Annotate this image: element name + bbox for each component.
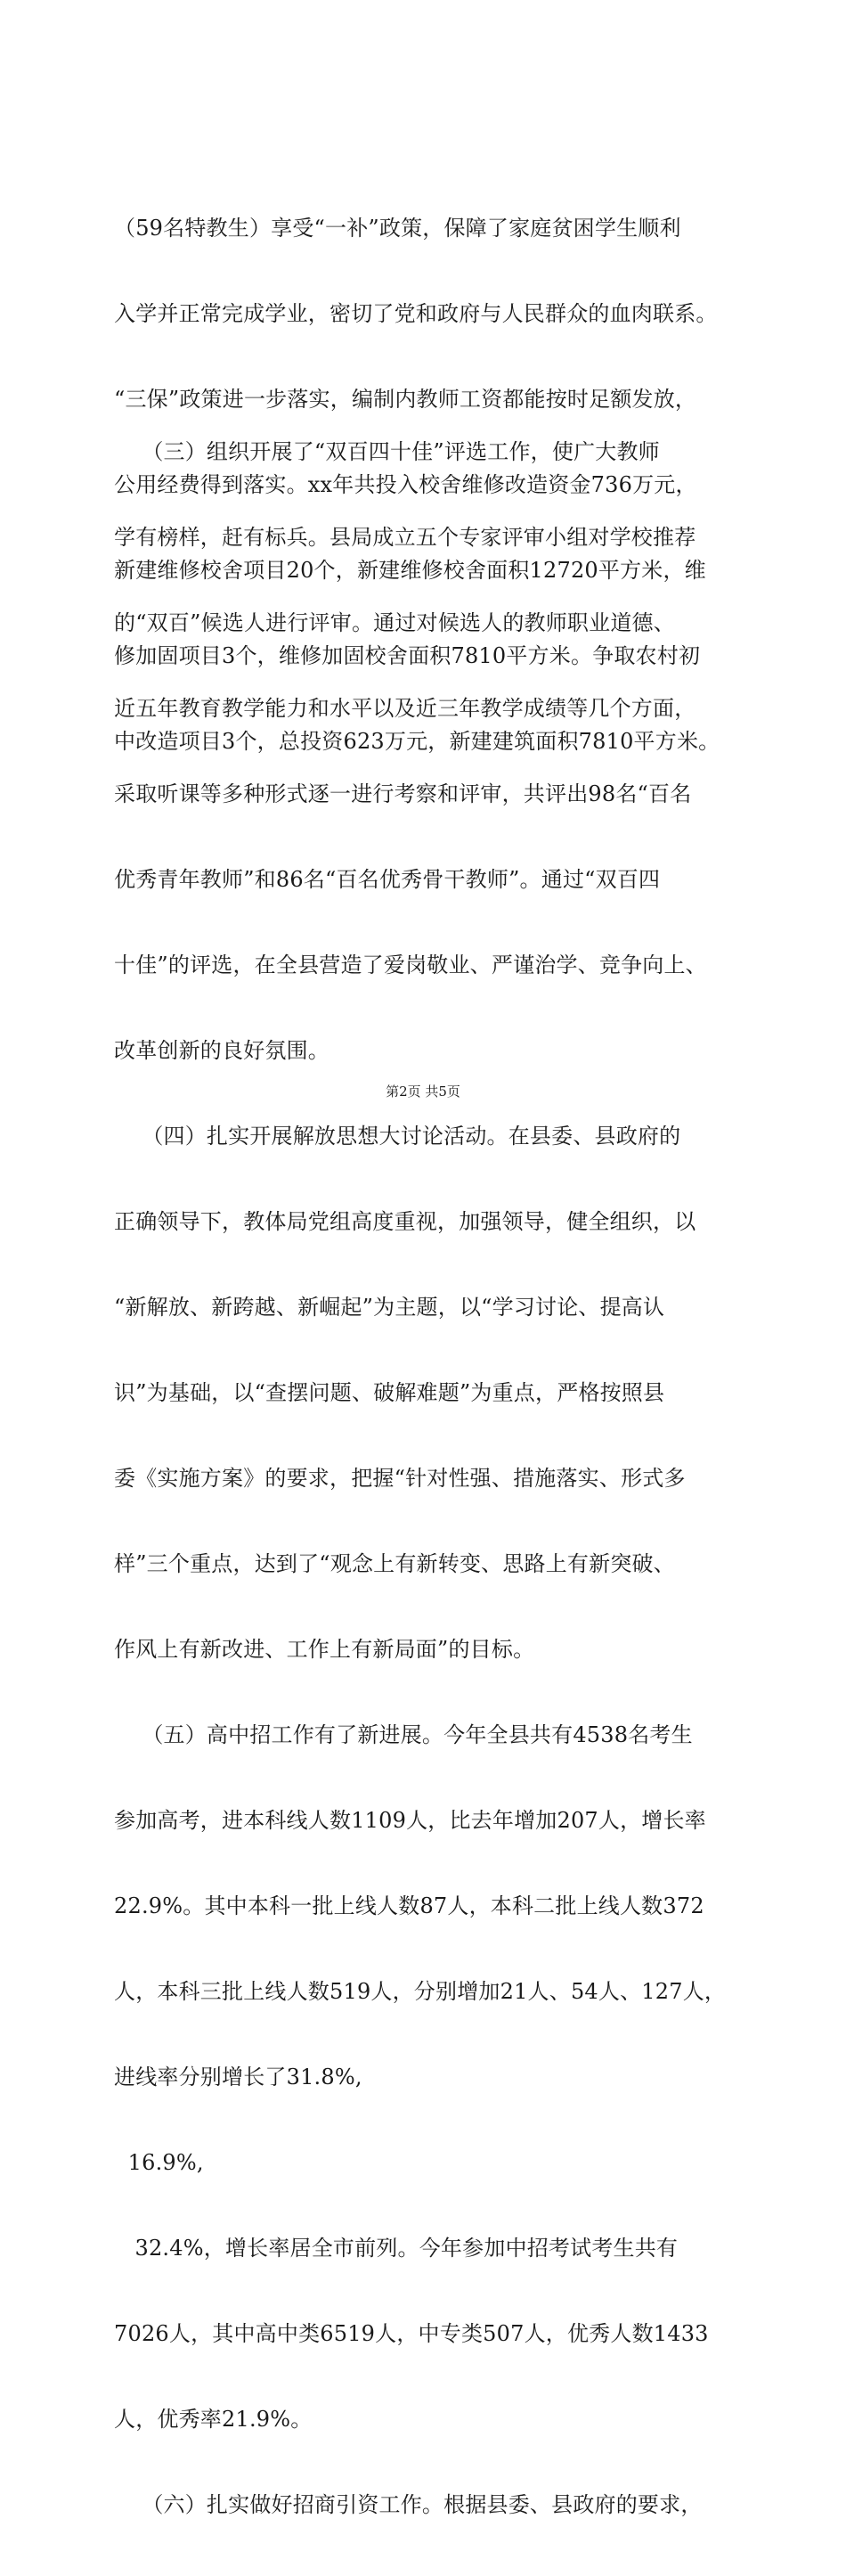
text-line: “三保”政策进一步落实，编制内教师工资都能按时足额发放， <box>114 387 697 412</box>
text-line: （四）扎实开展解放思想大讨论活动。在县委、县政府的 <box>114 1124 681 1149</box>
text-line: 采取听课等多种形式逐一进行考察和评审，共评出98名“百名 <box>114 781 692 806</box>
text-line: 7026人，其中高中类6519人，中专类507人，优秀人数1433 <box>114 2321 709 2346</box>
text-line: 识”为基础，以“查摆问题、破解难题”为重点，严格按照县 <box>114 1380 665 1405</box>
text-line: 正确领导下，教体局党组高度重视，加强领导，健全组织，以 <box>114 1209 696 1234</box>
text-line: 作风上有新改进、工作上有新局面”的目标。 <box>114 1637 535 1662</box>
text-line: 委《实施方案》的要求，把握“针对性强、措施落实、形式多 <box>114 1466 686 1491</box>
text-line: （三）组织开展了“双百四十佳”评选工作，使广大教师 <box>114 439 660 464</box>
text-line: 参加高考，进本科线人数1109人，比去年增加207人，增长率 <box>114 1808 706 1833</box>
text-line: （59名特教生）享受“一补”政策，保障了家庭贫困学生顺利 <box>114 216 681 241</box>
text-line: “新解放、新跨越、新崛起”为主题，以“学习讨论、提高认 <box>114 1295 665 1320</box>
text-line: 进线率分别增长了31.8%, <box>114 2065 362 2089</box>
text-line: 学有榜样，赶有标兵。县局成立五个专家评审小组对学校推荐 <box>114 525 696 550</box>
page-number-footer: 第2页 共5页 <box>386 1084 460 1100</box>
text-line: 32.4%，增长率居全市前列。今年参加中招考试考生共有 <box>114 2236 679 2261</box>
text-line: 公用经费得到落实。xx年共投入校舍维修改造资金736万元， <box>114 472 697 497</box>
text-line: 近五年教育教学能力和水平以及近三年教学成绩等几个方面， <box>114 696 696 721</box>
text-line: 修加固项目3个，维修加固校舍面积7810平方米。争取农村初 <box>114 643 701 668</box>
text-line: 人，优秀率21.9%。 <box>114 2407 313 2432</box>
text-line: 人，本科三批上线人数519人，分别增加21人、54人、127人， <box>114 1979 727 2004</box>
text-line: （五）高中招工作有了新进展。今年全县共有4538名考生 <box>114 1722 693 1747</box>
text-line: 22.9%。其中本科一批上线人数87人，本科二批上线人数372 <box>114 1893 704 1918</box>
text-line: 十佳”的评选，在全县营造了爱岗敬业、严谨治学、竞争向上、 <box>114 953 707 977</box>
text-line: 改革创新的良好氛围。 <box>114 1038 329 1063</box>
text-line: 16.9%, <box>114 2150 204 2175</box>
paragraph-block-sections <box>114 380 737 2576</box>
text-line: 中改造项目3个，总投资623万元，新建建筑面积7810平方米。 <box>114 729 720 754</box>
text-line: 新建维修校舍项目20个，新建维修校舍面积12720平方米，维 <box>114 558 706 583</box>
text-line: 样”三个重点，达到了“观念上有新转变、思路上有新突破、 <box>114 1551 675 1576</box>
text-line: 优秀青年教师”和86名“百名优秀骨干教师”。通过“双百四 <box>114 867 661 892</box>
text-line: （六）扎实做好招商引资工作。根据县委、县政府的要求， <box>114 2492 703 2517</box>
text-line: 入学并正常完成学业，密切了党和政府与人民群众的血肉联系。 <box>114 301 718 326</box>
text-line: 的“双百”候选人进行评审。通过对候选人的教师职业道德、 <box>114 610 675 635</box>
